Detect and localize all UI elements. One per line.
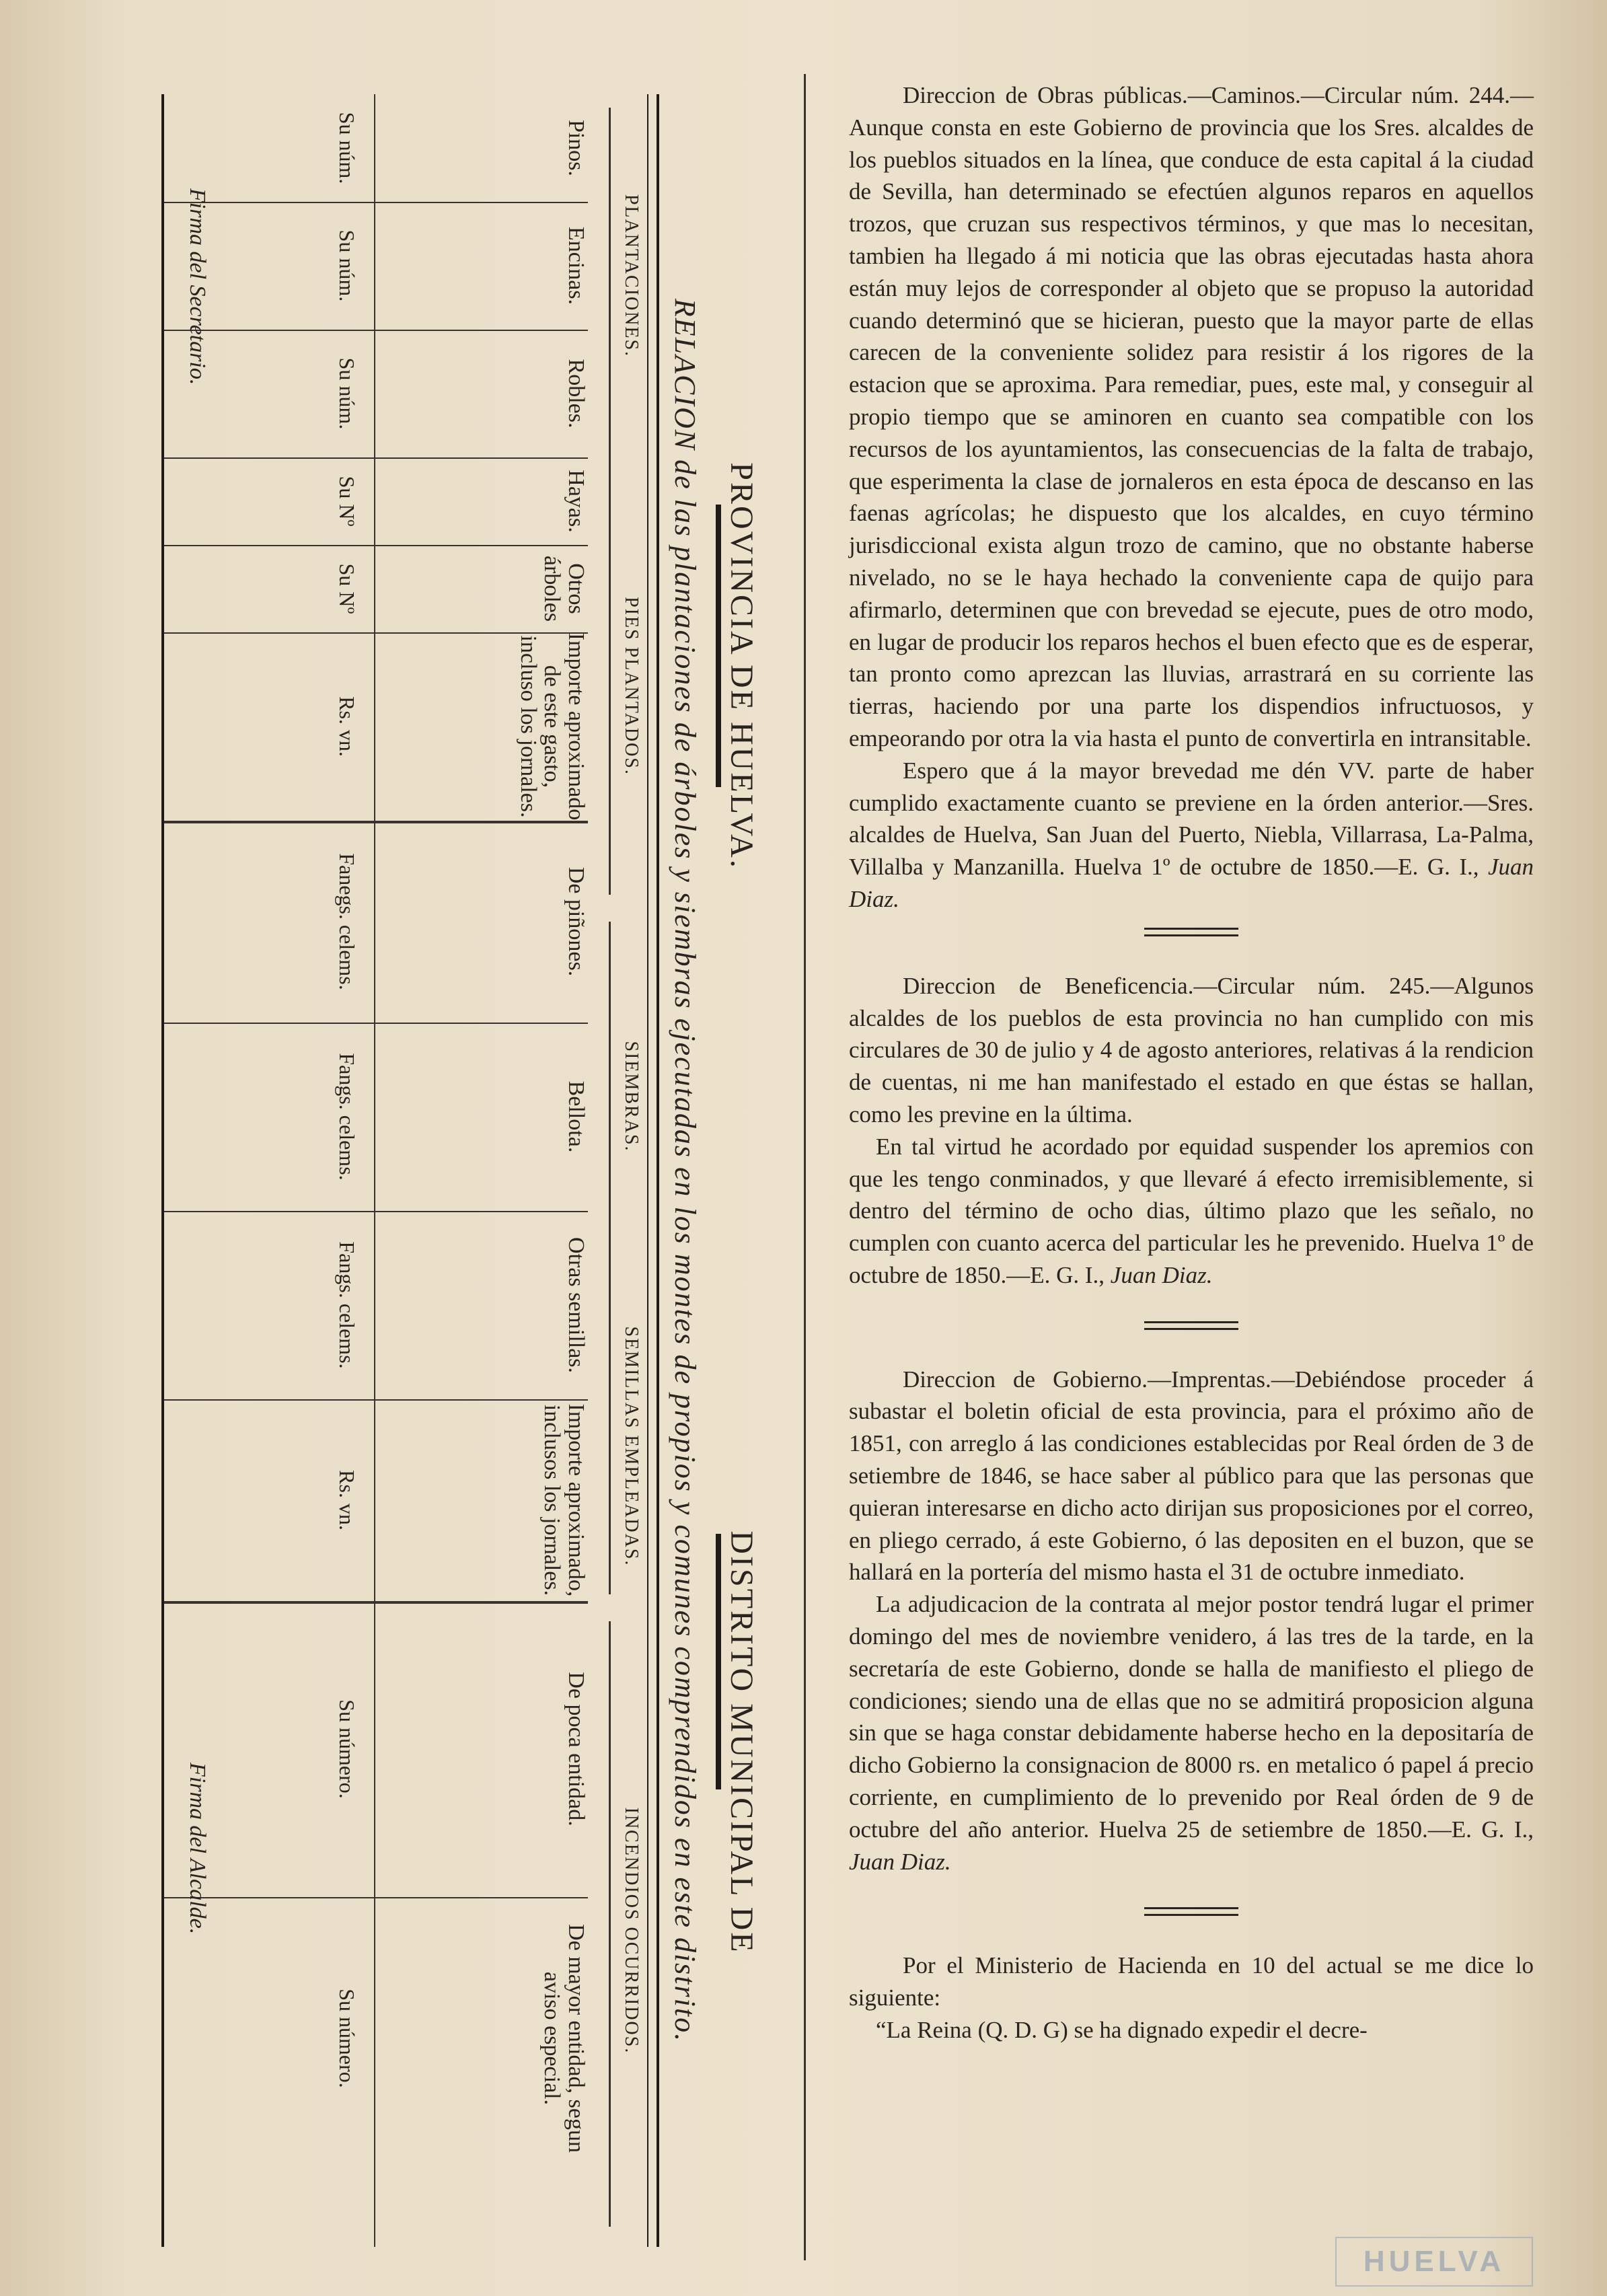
district-rule — [716, 1534, 721, 1789]
column-encinas — [164, 202, 588, 330]
province-heading: PROVINCIA DE HUELVA. — [724, 462, 759, 870]
group-siembras: SIEMBRAS. — [621, 1041, 642, 1152]
group-plantaciones: PLANTACIONES. — [621, 194, 642, 358]
province-rule — [716, 505, 721, 787]
column-robles — [164, 330, 588, 457]
table-top-rule — [647, 94, 659, 2247]
column-otros-arboles — [164, 545, 588, 632]
circular-245-body: Direccion de Beneficencia.—Circular núm. 245.—Algunos alcaldes de los pueblos de esta provincia no han cumplido con mis circulares de 30 de julio y 4 de agosto anteriores, relativas á la rendicion de cuentas, ni me han manifestado el estado en que éstas se hallan, como les previne en la última. — [849, 972, 1534, 1127]
column-unit: Rs. vn. — [335, 1470, 359, 1530]
column-label: De poca entidad. — [564, 1672, 589, 1826]
column-otras-semillas — [164, 1211, 588, 1399]
district-heading: DISTRITO MUNICIPAL DE — [724, 1530, 759, 1954]
column-unit: Su núm. — [335, 229, 359, 302]
brace-incendios — [595, 1621, 611, 2227]
section-separator — [1144, 1907, 1238, 1916]
column-unit: Su Nº — [335, 476, 359, 527]
signature-alcalde: Firma del Alcalde. — [185, 1763, 210, 1935]
signature-name: Juan Diaz. — [849, 854, 1534, 912]
column-unit: Su número. — [335, 1989, 359, 2088]
circular-244-body: Direccion de Obras públicas.—Caminos.—Circular núm. 244.—Aunque consta en este Gobierno de provincia que los Sres. alcaldes de los pueblos situados en la línea, que conduce de esta capital á la ciudad de Sevilla, han determinado se efectúen algunos reparos en aquellos trozos, que cruzan sus respectivos términos, y que mas lo necesitan, tambien ha llegado á mi noticia que las obras ejecutadas hasta ahora están muy lejos de corresponder al objeto que se propuso la autoridad cuando determinó que se hicieran, puesto que la mayor parte de ellas carecen de la conveniente solidez para resistir á los rigores de la estacion que se aproxima. Para remediar, pues, este mal, y conseguir al propio tiempo que se aminoren en cuanto sea compatible con los recursos de los ayuntamientos, las consecuencias de la falta de trabajo, que esperimenta la clase de jornaleros en esta época de descanso en las faenas agrícolas; he dispuesto que los alcaldes, en cuyo término jurisdiccional exista algun trozo de camino, que no obstante haberse nivelado, no se le haya hechado la conveniente capa de quijo para afirmarlo, determinen que con brevedad se ejecute, pues de otro modo, en lugar de producir los reparos hechos el buen efecto que es de esperar, tan pronto como aprezcan las lluvias, arrastrará en su corriente las tierras, haciendo por una parte los dispendios infructuosos, y empeorando por otra la via hasta el punto de convertirla en intransitable. — [849, 82, 1534, 751]
archive-watermark-stamp: HUELVA — [1335, 2237, 1533, 2287]
column-label: Otras semillas. — [564, 1236, 589, 1374]
column-label: Bellota. — [564, 1080, 589, 1153]
section-separator — [1144, 1321, 1238, 1330]
signature-name: Juan Diaz. — [1110, 1261, 1213, 1288]
column-unit: Su núm. — [335, 112, 359, 184]
column-unit: Fanegs. celems. — [335, 853, 359, 990]
text-column — [849, 79, 1534, 2046]
column-importe-siembra — [164, 1399, 588, 1601]
column-label: Encinas. — [564, 226, 589, 305]
column-hayas — [164, 457, 588, 545]
column-label: Pinos. — [564, 119, 589, 177]
signature-secretario: Firma del Secretario. — [185, 188, 210, 385]
hacienda-intro: Por el Ministerio de Hacienda en 10 del actual se me dice lo siguiente: — [849, 1952, 1534, 2011]
column-bellota — [164, 1023, 588, 1211]
column-label: Importe aproximado de este gasto, incluso los jornales. — [515, 632, 589, 821]
column-unit: Rs. vn. — [335, 696, 359, 757]
column-label: De mayor entidad, segun aviso especial. — [539, 1924, 589, 2153]
column-unit: Su núm. — [335, 357, 359, 430]
column-pinones — [164, 821, 588, 1023]
closing-text: Espero que á la mayor brevedad me dén VV. parte de haber cumplido exactamente cuanto se previene en la órden anterior.—Sres. alcaldes de Huelva, San Juan del Puerto, Niebla, Villarrasa, La-Palma, Villalba y Manzanilla. Huelva 1º de octubre de 1850.—E. G. I., — [849, 757, 1534, 881]
column-unit: Su número. — [335, 1699, 359, 1799]
closing-text: La adjudicacion de la contrata al mejor postor tendrá lugar el primer domingo del mes de noviembre venidero, á las tres de la tarde, en la secretaría de este Gobierno, donde se halla de manifiesto el pliego de condiciones; siendo una de ellas que no se admitirá proposicion alguna sin que se haga constar debidamente haberse hecho en la depositaría de dicho Gobierno la consignacion de 8000 rs. en metalico ó papel á precio corriente, en cumplimiento de lo prevenido por Real órden de 9 de octubre del año anterior. Huelva 25 de setiembre de 1850.—E. G. I., — [849, 1591, 1534, 1843]
column-unit: Fangs. celems. — [335, 1241, 359, 1369]
column-unit: Fangs. celems. — [335, 1053, 359, 1181]
imprentas-closing — [849, 1588, 1534, 1878]
column-separator-line — [804, 74, 806, 2260]
column-label: Hayas. — [564, 470, 589, 533]
group-incendios: INCENDIOS OCURRIDOS. — [621, 1807, 642, 2054]
signature-name: Juan Diaz. — [849, 1848, 951, 1875]
plantation-report-form — [155, 94, 760, 2247]
group-pies: PIES PLANTADOS. — [621, 597, 642, 776]
column-unit: Su Nº — [335, 563, 359, 614]
form-title: RELACION de las plantaciones de árboles y siembras ejecutadas en los montes de propios y comunes comprendidos en este distrito. — [669, 298, 702, 2043]
column-label: Robles. — [564, 359, 589, 429]
section-separator — [1144, 928, 1238, 936]
closing-text: En tal virtud he acordado por equidad suspender los apremios con que les tengo conminados, y que llevaré á efecto irremisiblemente, si dentro del término de ocho dias, último plazo que les señalo, no cumplen con cuanto acerca del particular les he prevenido. Huelva 1º de octubre de 1850.—E. G. I., — [849, 1133, 1534, 1288]
column-label: Importe aproximado, inclusos los jornales. — [539, 1403, 589, 1597]
circular-245-closing — [849, 1131, 1534, 1292]
hacienda-decree-start: “La Reina (Q. D. G) se ha dignado expedir el decre- — [876, 2017, 1368, 2044]
column-importe-plantacion — [164, 632, 588, 821]
column-pinos — [164, 94, 588, 202]
column-label: De piñones. — [564, 866, 589, 977]
table-bottom-rule — [155, 94, 164, 2247]
column-poca-entidad — [164, 1601, 588, 1897]
imprentas-body: Direccion de Gobierno.—Imprentas.—Debiéndose proceder á subastar el boletin oficial de esta provincia, para el próximo año de 1851, con arreglo á las condiciones establecidas por Real órden de 3 de setiembre de 1846, se hace saber al público para que las personas que quieran interesarse en dicho acto dirijan sus proposiciones por el correo, en pliego cerrado, á este Gobierno, ó las depositen en el buzon, que se hallará en la portería del mismo hasta el 31 de octubre inmediato. — [849, 1366, 1534, 1586]
column-label: Otros árboles — [539, 555, 589, 622]
group-semillas: SEMILLAS EMPLEADAS. — [621, 1326, 642, 1567]
form-region — [155, 94, 760, 2247]
circular-244-closing — [849, 755, 1534, 916]
brace-plantaciones — [595, 108, 611, 895]
brace-siembras — [595, 922, 611, 1594]
column-mayor-entidad — [164, 1897, 588, 2180]
